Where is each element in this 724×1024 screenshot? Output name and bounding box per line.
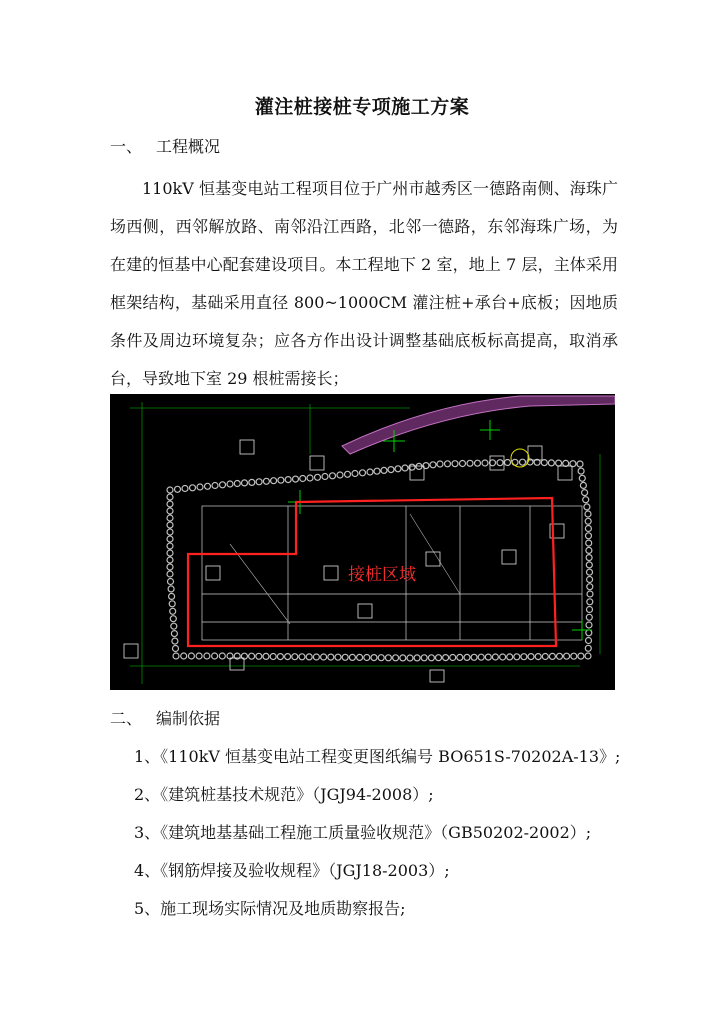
pile-circle: [263, 653, 269, 659]
pile-circle: [167, 515, 173, 521]
pile-circle: [171, 623, 177, 629]
pile-circle: [541, 460, 547, 466]
pile-circle: [414, 655, 420, 661]
pile-circle: [219, 653, 225, 659]
pile-circle: [352, 471, 358, 477]
pile-circle: [367, 469, 373, 475]
pile-circle: [285, 654, 291, 660]
overview-paragraph: 110kV 恒基变电站工程项目位于广州市越秀区一德路南侧、海珠广场西侧，西邻解放路、南邻沿江西路，北邻一德路，东邻海珠广场，为在建的恒基中心配套建设项目。本工程地下 2 室，地上 7 层，主体采用框架结构，基础采用直径 800~1000CM 灌注桩+承台+底板；因地质条件及周边环境复杂；应各方作出设计调整基础底板标高提高，取消承台，导致地下室 29 根桩需接长；: [110, 179, 618, 388]
pile-circle: [322, 474, 328, 480]
reference-item: 4、《钢筋焊接及验收规程》（JGJ18-2003）;: [134, 861, 450, 880]
pile-circle: [571, 653, 577, 659]
pile-circle: [168, 586, 174, 592]
pile-circle: [167, 522, 173, 528]
pile-circle: [313, 654, 319, 660]
pile-circle: [169, 593, 175, 599]
pile-circle: [580, 482, 586, 488]
pile-circle: [587, 591, 593, 597]
pile-circle: [464, 654, 470, 660]
pile-circle: [378, 655, 384, 661]
pile-circle: [371, 655, 377, 661]
pile-circle: [204, 653, 210, 659]
pile-circle: [395, 466, 401, 472]
pile-circle: [169, 601, 175, 607]
pile-circle: [342, 654, 348, 660]
pile-circle: [167, 494, 173, 500]
pile-circle: [586, 614, 592, 620]
pile-circle: [181, 653, 187, 659]
reference-item: 1、《110kV 恒基变电站工程变更图纸编号 BO651S-70202A-13》;: [134, 747, 621, 766]
pile-circle: [196, 653, 202, 659]
pile-circle: [512, 459, 518, 465]
pile-circle: [585, 653, 591, 659]
pile-circle: [249, 479, 255, 485]
pile-circle: [263, 478, 269, 484]
pile-circle: [585, 645, 591, 651]
pile-circle: [500, 654, 506, 660]
pile-circle: [188, 653, 194, 659]
pile-circle: [443, 655, 449, 661]
pile-circle: [167, 557, 173, 563]
pile-circle: [335, 654, 341, 660]
reference-item: 5、施工现场实际情况及地质勘察报告;: [134, 899, 406, 918]
pile-circle: [542, 654, 548, 660]
pile-circle: [450, 655, 456, 661]
pile-circle: [227, 481, 233, 487]
pile-circle: [586, 555, 592, 561]
pile-circle: [175, 486, 181, 492]
pile-circle: [497, 460, 503, 466]
pile-circle: [564, 653, 570, 659]
section-number: 二、: [110, 709, 143, 728]
reference-item: 3、《建筑地基基础工程施工质量验收规范》（GB50202-2002）;: [134, 823, 592, 842]
pile-circle: [328, 654, 334, 660]
pile-circle: [167, 508, 173, 514]
pile-circle: [452, 461, 458, 467]
pile-circle: [385, 655, 391, 661]
pile-circle: [357, 654, 363, 660]
pile-circle: [586, 630, 592, 636]
pile-circle: [521, 654, 527, 660]
pile-circle: [492, 654, 498, 660]
pile-circle: [485, 654, 491, 660]
pile-circle: [349, 654, 355, 660]
pile-circle: [167, 501, 173, 507]
pile-circle: [505, 460, 511, 466]
pile-circle: [172, 638, 178, 644]
pile-circle: [587, 577, 593, 583]
pile-circle: [587, 569, 593, 575]
pile-circle: [585, 511, 591, 517]
section-heading-basis: [110, 706, 220, 729]
pile-circle: [167, 550, 173, 556]
pile-circle: [300, 476, 306, 482]
pile-circle: [381, 467, 387, 473]
pile-circle: [307, 475, 313, 481]
pile-circle: [471, 654, 477, 660]
pile-circle: [170, 608, 176, 614]
pile-circle: [579, 475, 585, 481]
pile-circle: [582, 490, 588, 496]
pile-circle: [585, 518, 591, 524]
pile-circle: [428, 655, 434, 661]
pile-circle: [190, 485, 196, 491]
cad-site-plan: [110, 394, 615, 690]
pile-circle: [278, 477, 284, 483]
pile-circle: [256, 653, 262, 659]
pile-circle: [292, 654, 298, 660]
pile-circle: [514, 654, 520, 660]
pile-circle: [583, 497, 589, 503]
pile-circle: [167, 529, 173, 535]
pile-circle: [197, 484, 203, 490]
pile-circle: [586, 638, 592, 644]
pile-circle: [256, 479, 262, 485]
reference-item: 2、《建筑桩基技术规范》（JGJ94-2008）;: [134, 785, 434, 804]
pile-circle: [586, 540, 592, 546]
pile-circle: [167, 571, 173, 577]
pile-circle: [407, 655, 413, 661]
pile-circle: [556, 460, 562, 466]
pile-circle: [388, 467, 394, 473]
pile-circle: [167, 564, 173, 570]
pile-circle: [271, 478, 277, 484]
pile-circle: [586, 562, 592, 568]
pile-circle: [171, 631, 177, 637]
pile-circle: [585, 526, 591, 532]
pile-circle: [170, 616, 176, 622]
pile-circle: [520, 459, 526, 465]
pile-circle: [249, 653, 255, 659]
pile-circle: [212, 483, 218, 489]
section-number: 一、: [110, 137, 143, 156]
pile-circle: [167, 487, 173, 493]
pile-circle: [577, 461, 583, 467]
pile-circle: [587, 584, 593, 590]
pile-extension-zone-label: 接桩区域: [348, 565, 416, 585]
pile-circle: [315, 474, 321, 480]
pile-circle: [475, 460, 481, 466]
pile-circle: [402, 465, 408, 471]
pile-circle: [299, 654, 305, 660]
pile-circle: [168, 579, 174, 585]
pile-circle: [548, 460, 554, 466]
pile-circle: [482, 460, 488, 466]
pile-circle: [584, 504, 590, 510]
pile-circle: [445, 461, 451, 467]
pile-circle: [277, 654, 283, 660]
pile-circle: [436, 655, 442, 661]
pile-circle: [467, 460, 473, 466]
pile-circle: [374, 468, 380, 474]
pile-circle: [270, 654, 276, 660]
pile-circle: [586, 533, 592, 539]
pile-circle: [205, 483, 211, 489]
section-title: 编制依据: [156, 709, 221, 728]
pile-circle: [549, 653, 555, 659]
pile-circle: [437, 461, 443, 467]
pile-circle: [587, 599, 593, 605]
pile-circle: [345, 471, 351, 477]
pile-circle: [563, 460, 569, 466]
pile-circle: [330, 473, 336, 479]
pile-circle: [321, 654, 327, 660]
pile-circle: [421, 655, 427, 661]
pile-circle: [364, 655, 370, 661]
pile-circle: [337, 472, 343, 478]
pile-circle: [478, 654, 484, 660]
pile-circle: [173, 646, 179, 652]
pile-circle: [578, 468, 584, 474]
section-heading-overview: [110, 134, 220, 157]
pile-ring: [167, 459, 593, 661]
pile-circle: [535, 654, 541, 660]
pile-circle: [360, 470, 366, 476]
pile-circle: [167, 536, 173, 542]
pile-circle: [234, 481, 240, 487]
pile-circle: [285, 477, 291, 483]
boundary-wall: [342, 396, 615, 454]
pile-circle: [212, 653, 218, 659]
pile-circle: [578, 653, 584, 659]
pile-circle: [586, 547, 592, 553]
pile-circle: [220, 482, 226, 488]
pile-circle: [393, 655, 399, 661]
pile-circle: [507, 654, 513, 660]
pile-circle: [293, 476, 299, 482]
section-title: 工程概况: [156, 137, 221, 156]
pile-circle: [173, 653, 179, 659]
green-crosshairs: [288, 420, 592, 640]
pile-circle: [430, 462, 436, 468]
pile-circle: [306, 654, 312, 660]
pile-circle: [457, 654, 463, 660]
pile-circle: [400, 655, 406, 661]
pile-circle: [242, 480, 248, 486]
pile-circle: [182, 486, 188, 492]
pile-circle: [528, 654, 534, 660]
site-plan-figure: [110, 394, 615, 690]
page-title: 灌注桩接桩专项施工方案: [254, 96, 470, 118]
pile-circle: [586, 622, 592, 628]
pile-circle: [460, 461, 466, 467]
pile-circle: [557, 653, 563, 659]
pile-circle: [167, 543, 173, 549]
pile-circle: [587, 607, 593, 613]
